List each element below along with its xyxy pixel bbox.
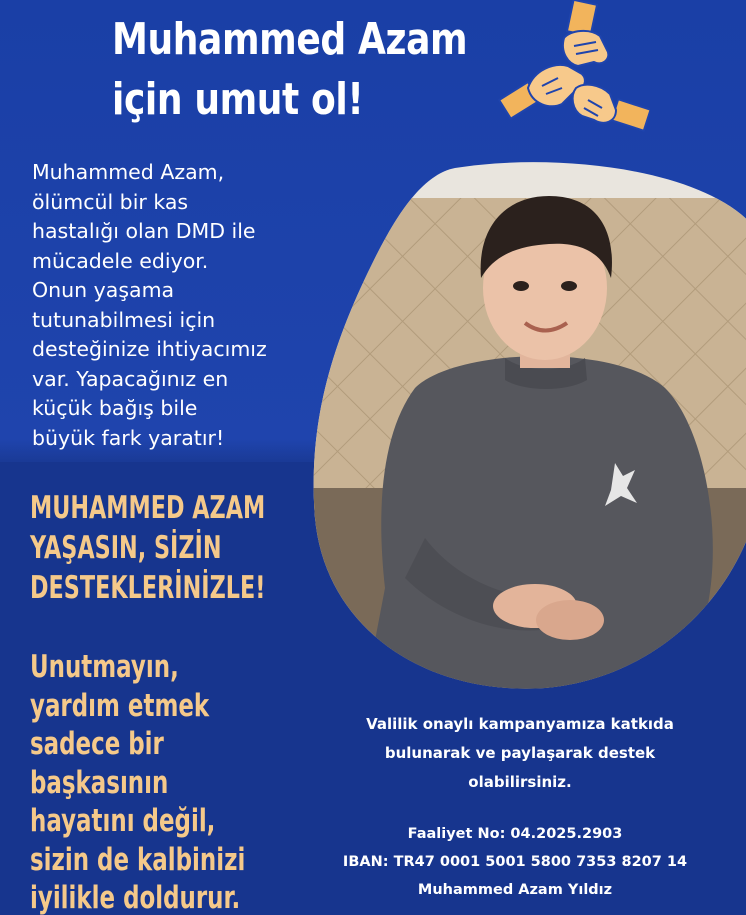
intro-line: mücadele ediyor.	[32, 248, 209, 273]
campaign-line: olabilirsiniz.	[468, 773, 572, 791]
reminder-line: Unutmayın,	[30, 649, 179, 685]
reminder-line: sadece bir	[30, 726, 164, 762]
reminder-line: sizin de kalbinizi	[30, 841, 246, 878]
activity-number: Faaliyet No: 04.2025.2903	[407, 826, 623, 842]
intro-line: küçük bağış bile	[32, 396, 198, 420]
headline-line: DESTEKLERİNİZLE!	[30, 570, 266, 606]
title-line-1: Muhammed Azam	[112, 14, 468, 65]
intro-line: desteğinize ihtiyacımız	[32, 337, 267, 361]
page-title	[112, 10, 467, 130]
title-line-2: için umut ol!	[112, 74, 364, 125]
iban-number: IBAN: TR47 0001 5001 5800 7353 8207 14	[342, 854, 688, 870]
headline	[30, 488, 265, 608]
donation-info	[284, 820, 746, 904]
reminder-line: iyilikle doldurur.	[30, 880, 241, 915]
intro-line: Onun yaşama	[32, 278, 175, 302]
intro-line: hastalığı olan DMD ile	[32, 219, 256, 243]
intro-paragraph	[32, 158, 322, 453]
headline-line: YAŞASIN, SİZİN	[30, 530, 222, 566]
campaign-text	[300, 710, 740, 797]
reminder-line: yardım etmek	[30, 687, 210, 724]
intro-line: büyük fark yaratır!	[32, 425, 225, 450]
reminder-line: hayatını değil,	[30, 803, 216, 839]
boy-photo	[305, 158, 746, 693]
headline-line: MUHAMMED AZAM	[30, 490, 266, 526]
reminder-text	[30, 648, 245, 915]
intro-line: Muhammed Azam,	[32, 160, 225, 184]
three-hands-icon	[498, 0, 650, 140]
campaign-line: Valilik onaylı kampanyamıza katkıda	[366, 715, 674, 733]
reminder-line: başkasının	[30, 764, 169, 801]
campaign-line: bulunarak ve paylaşarak destek	[384, 744, 656, 762]
recipient-name: Muhammed Azam Yıldız	[417, 882, 613, 898]
intro-line: tutunabilmesi için	[32, 307, 216, 332]
intro-line: var. Yapacağınız en	[32, 366, 229, 391]
intro-line: ölümcül bir kas	[32, 189, 189, 214]
